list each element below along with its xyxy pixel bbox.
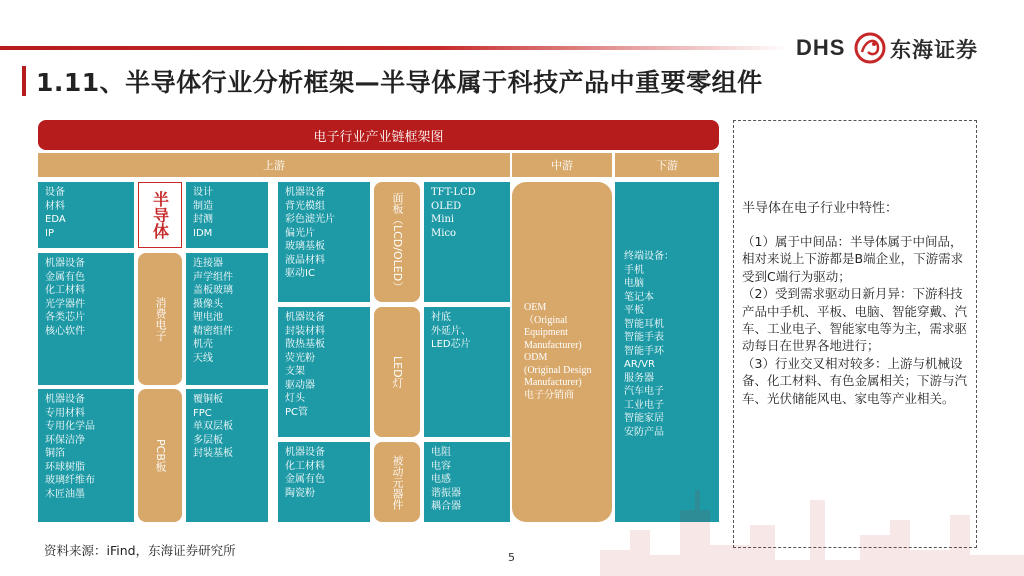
passive-components-label: 被动元器件 [374, 442, 420, 522]
note-body: （1）属于中间品：半导体属于中间品，相对来说上下游都是B端企业，下游需求受到C端行为驱动； （2）受到需求驱动日新月异：下游科技产品中手机、平板、电脑、智能穿戴、汽车、工业电子、智能家电等为主，需求驱动每日在世界各地进行； （3）行业交叉相对较多：上游与机械设备、化工材料、有色金属相关；下游与汽车、光伏储能风电、家电等产业相关。 [742, 234, 968, 406]
page-number: 5 [508, 551, 515, 564]
pcb-label: PCB板 [138, 389, 182, 522]
midstream-oem-odm: OEM （Original Equipment Manufacturer) ODM (Original Design Manufacturer) 电子分销商 [512, 182, 612, 522]
upstream-pcb-inputs: 机器设备 专用材料 专用化学品 环保洁净 铜箔 环球树脂 玻璃纤维布 木匠油墨 [38, 389, 134, 522]
downstream-terminal-devices: 终端设备： 手机 电脑 笔记本 平板 智能耳机 智能手表 智能手环 AR/VR 服务器 汽车电子 工业电子 智能家居 安防产品 [615, 182, 719, 522]
stage-midstream: 中游 [512, 153, 612, 177]
led-products: 衬底 外延片、 LED芯片 [424, 307, 510, 437]
logo-en: DHS [796, 35, 846, 60]
page-title: 1.11、半导体行业分析框架—半导体属于科技产品中重要零组件 [36, 68, 763, 97]
logo-cn: 东海证券 [890, 38, 978, 62]
pcb-types: 覆铜板 FPC 单双层板 多层板 封装基板 [186, 389, 268, 522]
note-title: 半导体在电子行业中特性： [742, 201, 899, 216]
led-inputs: 机器设备 封装材料 散热基板 荧光粉 支架 驱动器 灯头 PC管 [278, 307, 370, 437]
consumer-components: 连接器 声学组件 盖板玻璃 摄像头 锂电池 精密组件 机壳 天线 [186, 253, 268, 385]
source-note: 资料来源：iFind，东海证券研究所 [44, 543, 236, 558]
panel-inputs: 机器设备 背光模组 彩色滤光片 偏光片 玻璃基板 液晶材料 驱动IC [278, 182, 370, 302]
passive-types: 电阻 电容 电感 谐振器 耦合器 [424, 442, 510, 522]
stage-upstream: 上游 [38, 153, 510, 177]
upstream-consumer-inputs: 机器设备 金属有色 化工材料 光学器件 各类芯片 核心软件 [38, 253, 134, 385]
header-stripe [0, 46, 790, 50]
semiconductor-segments: 设计 制造 封测 IDM [186, 182, 268, 248]
dragon-logo-icon [852, 30, 888, 66]
consumer-electronics-label: 消费电子 [138, 253, 182, 385]
stage-downstream: 下游 [615, 153, 719, 177]
led-label: LED灯 [374, 307, 420, 437]
title-accent-bar [22, 66, 26, 96]
upstream-semi-inputs: 设备 材料 EDA IP [38, 182, 134, 248]
semiconductor-label: 半导体 [138, 182, 182, 248]
diagram-title: 电子行业产业链框架图 [38, 120, 719, 150]
panel-label: 面板（LCD/OLED） [374, 182, 420, 302]
panel-types: TFT-LCD OLED Mini Mico [424, 182, 510, 302]
passive-inputs: 机器设备 化工材料 金属有色 陶瓷粉 [278, 442, 370, 522]
skyline-watermark-icon [600, 470, 1024, 576]
